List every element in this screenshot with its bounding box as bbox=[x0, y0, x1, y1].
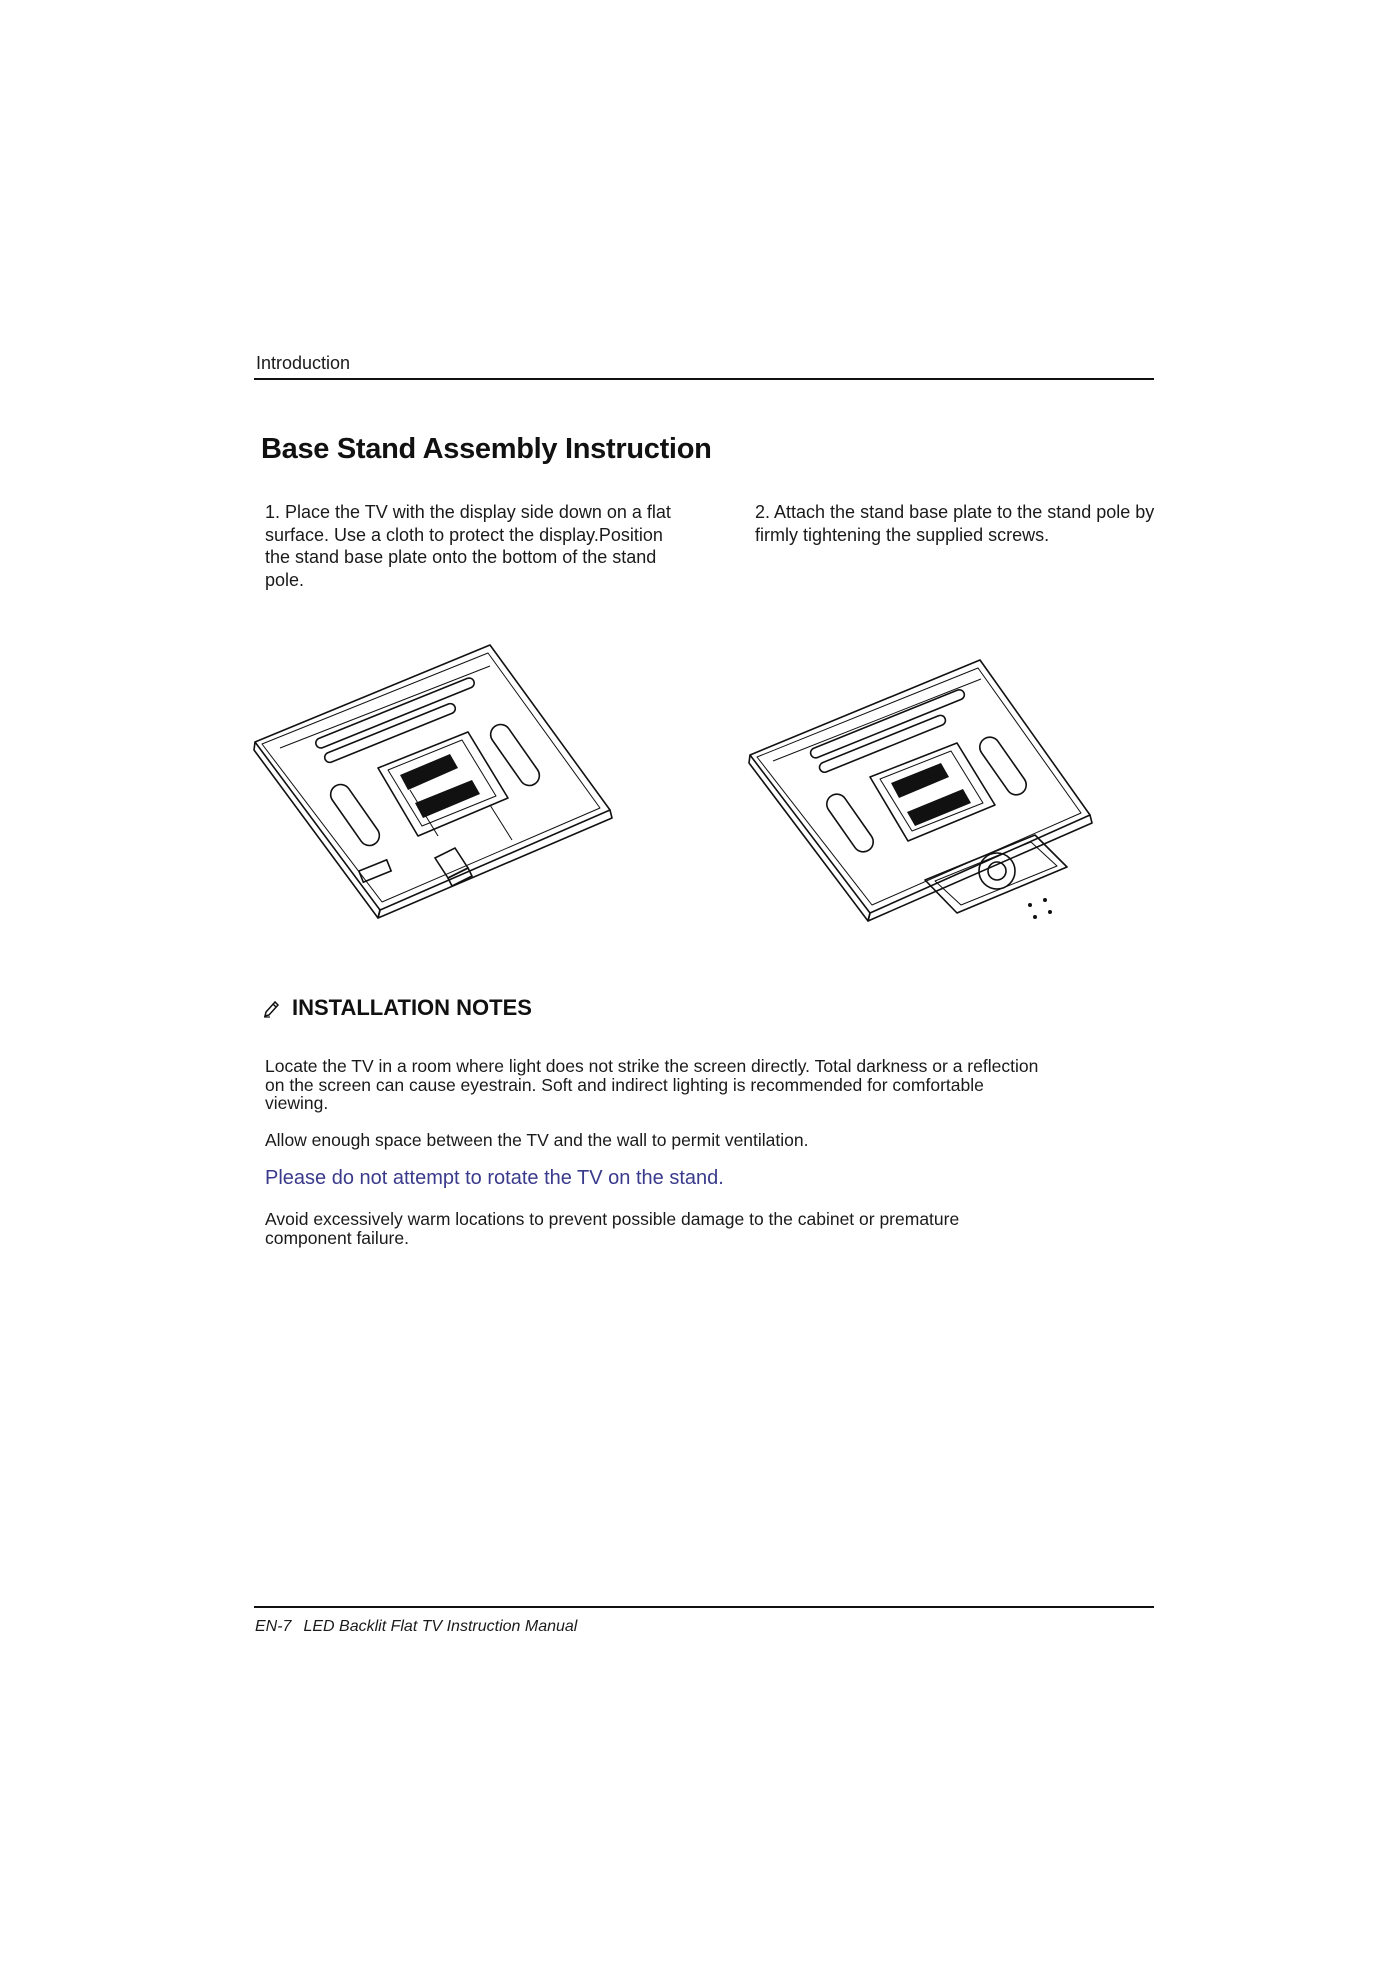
step-2-text: 2. Attach the stand base plate to the stand pole by firmly tightening the supplied screws. bbox=[755, 502, 1155, 545]
pencil-icon bbox=[262, 998, 282, 1018]
page-number: EN-7 bbox=[255, 1618, 292, 1635]
note-ventilation: Allow enough space between the TV and the wall to permit ventilation. bbox=[265, 1130, 809, 1150]
note-warm-locations: Avoid excessively warm locations to prevent possible damage to the cabinet or premature component failure. bbox=[265, 1209, 960, 1248]
footer bbox=[255, 1618, 577, 1636]
installation-notes-title: INSTALLATION NOTES bbox=[292, 995, 532, 1020]
manual-title: LED Backlit Flat TV Instruction Manual bbox=[303, 1618, 578, 1635]
footer-rule bbox=[254, 1606, 1154, 1608]
section-label: Introduction bbox=[256, 353, 351, 373]
header-rule bbox=[254, 378, 1154, 380]
page-title: Base Stand Assembly Instruction bbox=[261, 433, 712, 465]
step-1-text: 1. Place the TV with the display side down on a flat surface. Use a cloth to protect the display.Position the stand base plate onto the bottom of the stand pole. bbox=[265, 502, 671, 590]
installation-notes-header bbox=[262, 995, 532, 1021]
step-1-illustration bbox=[250, 640, 620, 920]
note-lighting: Locate the TV in a room where light does not strike the screen directly. Total darkness or a reflection on the screen can cause eyestrain. Soft and indirect lighting is recommended for comfortable viewing. bbox=[265, 1056, 1039, 1113]
step-2-illustration bbox=[745, 655, 1105, 935]
note-do-not-rotate: Please do not attempt to rotate the TV on the stand. bbox=[265, 1167, 724, 1189]
